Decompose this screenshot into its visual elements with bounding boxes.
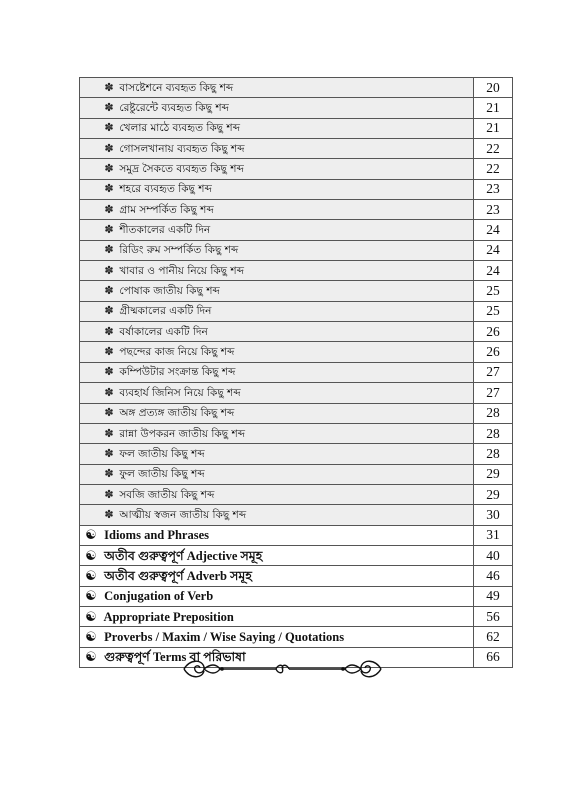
toc-entry-title: পোষাক জাতীয় কিছু শব্দ	[119, 285, 220, 298]
toc-entry-title: গ্রাম সম্পর্কিত কিছু শব্দ	[119, 203, 214, 216]
toc-entry-title-cell	[80, 484, 474, 504]
yin-yang-bullet-icon: ☯	[85, 567, 97, 583]
toc-entry-title-cell	[80, 118, 474, 138]
toc-entry-title: রেষ্টুরেন্টে ব্যবহৃত কিছু শব্দ	[119, 102, 229, 115]
flower-bullet-icon: ✽	[104, 446, 114, 460]
toc-page-number: 26	[474, 322, 513, 342]
toc-subentry-row	[80, 444, 513, 464]
yin-yang-bullet-icon: ☯	[85, 527, 97, 543]
toc-subentry-row	[80, 423, 513, 443]
toc-subentry-row	[80, 383, 513, 403]
toc-entry-title: অঙ্গ প্রত্যঙ্গ জাতীয় কিছু শব্দ	[119, 407, 235, 420]
toc-entry-title-cell	[80, 464, 474, 484]
toc-subentry-row	[80, 322, 513, 342]
toc-entry-title: রিডিং রুম সম্পর্কিত কিছু শব্দ	[119, 244, 239, 257]
toc-page-number: 27	[474, 383, 513, 403]
flower-bullet-icon: ✽	[104, 223, 114, 237]
toc-entry-row	[80, 525, 513, 545]
toc-entry-title-cell	[80, 240, 474, 260]
toc-entry-title: গুরুত্বপূর্ণ Terms বা পরিভাষা	[104, 650, 246, 665]
toc-entry-title: কম্পিউটার সংক্রান্ত কিছু শব্দ	[119, 366, 236, 379]
toc-page-number: 28	[474, 403, 513, 423]
toc-entry-row	[80, 566, 513, 586]
toc-page-number: 25	[474, 281, 513, 301]
toc-entry-title-cell	[80, 78, 474, 98]
toc-entry-title-cell	[80, 423, 474, 443]
toc-entry-title-cell	[80, 179, 474, 199]
toc-subentry-row	[80, 139, 513, 159]
toc-page-number: 29	[474, 484, 513, 504]
toc-entry-title-cell	[80, 322, 474, 342]
flower-bullet-icon: ✽	[104, 385, 114, 399]
toc-page-number: 46	[474, 566, 513, 586]
toc-page-number: 26	[474, 342, 513, 362]
toc-subentry-row	[80, 505, 513, 525]
toc-page-number: 25	[474, 301, 513, 321]
toc-entry-title: অতীব গুরুত্বপূর্ণ Adverb সমূহ	[104, 568, 252, 583]
toc-entry-title-cell	[80, 159, 474, 179]
toc-page-number: 40	[474, 545, 513, 565]
yin-yang-bullet-icon: ☯	[85, 547, 97, 563]
flower-bullet-icon: ✽	[104, 284, 114, 298]
toc-entry-title: রান্না উপকরন জাতীয় কিছু শব্দ	[119, 427, 246, 440]
toc-entry-row	[80, 586, 513, 606]
toc-page-number: 24	[474, 220, 513, 240]
toc-entry-title-cell	[80, 505, 474, 525]
toc-page-number: 24	[474, 261, 513, 281]
toc-subentry-row	[80, 220, 513, 240]
flower-bullet-icon: ✽	[104, 467, 114, 481]
toc-page-number: 62	[474, 627, 513, 647]
toc-subentry-row	[80, 179, 513, 199]
toc-entry-title-cell	[80, 301, 474, 321]
toc-page-number: 23	[474, 200, 513, 220]
flower-bullet-icon: ✽	[104, 243, 114, 257]
toc-entry-title: বর্ষাকালের একটি দিন	[119, 325, 208, 338]
flower-bullet-icon: ✽	[104, 263, 114, 277]
flower-bullet-icon: ✽	[104, 324, 114, 338]
flower-bullet-icon: ✽	[104, 426, 114, 440]
toc-entry-title: Appropriate Preposition	[103, 609, 234, 624]
toc-page-number: 27	[474, 362, 513, 382]
yin-yang-bullet-icon: ☯	[85, 628, 97, 644]
toc-entry-title: ফুল জাতীয় কিছু শব্দ	[119, 468, 205, 481]
toc-entry-title-cell	[80, 220, 474, 240]
toc-entry-title: Conjugation of Verb	[104, 589, 214, 604]
toc-subentry-row	[80, 403, 513, 423]
toc-entry-title-cell	[80, 261, 474, 281]
toc-entry-row	[80, 606, 513, 626]
toc-entry-title: শীতকালের একটি দিন	[119, 224, 211, 237]
toc-subentry-row	[80, 342, 513, 362]
flower-bullet-icon: ✽	[104, 101, 114, 115]
yin-yang-bullet-icon: ☯	[85, 588, 97, 604]
toc-page-number: 21	[474, 98, 513, 118]
toc-subentry-row	[80, 261, 513, 281]
table-of-contents	[79, 77, 513, 668]
toc-entry-title: শহরে ব্যবহৃত কিছু শব্দ	[119, 183, 212, 196]
toc-entry-title-cell	[80, 525, 474, 545]
toc-entry-title-cell	[80, 586, 474, 606]
toc-entry-title: খেলার মাঠে ব্যবহৃত কিছু শব্দ	[119, 122, 240, 135]
toc-subentry-row	[80, 362, 513, 382]
toc-subentry-row	[80, 464, 513, 484]
toc-page-number: 28	[474, 423, 513, 443]
toc-entry-title-cell	[80, 281, 474, 301]
toc-subentry-row	[80, 200, 513, 220]
toc-entry-title: খাবার ও পানীয় নিয়ে কিছু শব্দ	[119, 264, 244, 277]
toc-page-number: 31	[474, 525, 513, 545]
toc-entry-row	[80, 627, 513, 647]
flower-bullet-icon: ✽	[104, 345, 114, 359]
flower-bullet-icon: ✽	[104, 365, 114, 379]
toc-subentry-row	[80, 281, 513, 301]
toc-page-number: 28	[474, 444, 513, 464]
toc-entry-title: আত্মীয় স্বজন জাতীয় কিছু শব্দ	[119, 508, 247, 521]
toc-entry-title: অতীব গুরুত্বপূর্ণ Adjective সমূহ	[104, 548, 263, 563]
yin-yang-bullet-icon: ☯	[85, 649, 97, 665]
toc-subentry-row	[80, 118, 513, 138]
toc-subentry-row	[80, 484, 513, 504]
toc-page-number: 24	[474, 240, 513, 260]
toc-entry-title: Idioms and Phrases	[104, 528, 210, 543]
yin-yang-bullet-icon: ☯	[85, 608, 97, 624]
flower-bullet-icon: ✽	[104, 182, 114, 196]
flower-bullet-icon: ✽	[104, 121, 114, 135]
toc-subentry-row	[80, 301, 513, 321]
toc-entry-title-cell	[80, 566, 474, 586]
flower-bullet-icon: ✽	[104, 406, 114, 420]
flower-bullet-icon: ✽	[104, 141, 114, 155]
toc-page-number: 22	[474, 139, 513, 159]
toc-page-number: 23	[474, 179, 513, 199]
toc-entry-title: Proverbs / Maxim / Wise Saying / Quotations	[104, 629, 345, 644]
toc-subentry-row	[80, 159, 513, 179]
flower-bullet-icon: ✽	[104, 80, 114, 94]
toc-entry-title: সবজি জাতীয় কিছু শব্দ	[119, 488, 215, 501]
toc-subentry-row	[80, 240, 513, 260]
toc-entry-title-cell	[80, 200, 474, 220]
toc-entry-title-cell	[80, 139, 474, 159]
toc-entry-title-cell	[80, 545, 474, 565]
toc-entry-title-cell	[80, 383, 474, 403]
toc-entry-title-cell	[80, 362, 474, 382]
toc-entry-title: গোসলখানায় ব্যবহৃত কিছু শব্দ	[119, 142, 245, 155]
toc-entry-title-cell	[80, 627, 474, 647]
toc-page-number: 22	[474, 159, 513, 179]
toc-page-number: 30	[474, 505, 513, 525]
toc-entry-title: সমুদ্র সৈকতে ব্যবহৃত কিছু শব্দ	[119, 163, 244, 176]
toc-entry-title: বাসষ্টেশনে ব্যবহৃত কিছু শব্দ	[119, 81, 234, 94]
toc-page-number: 20	[474, 78, 513, 98]
toc-subentry-row	[80, 78, 513, 98]
toc-page-number: 66	[474, 647, 513, 667]
toc-entry-title: ব্যবহার্য জিনিস নিয়ে কিছু শব্দ	[119, 386, 241, 399]
toc-entry-title: পছন্দের কাজ নিয়ে কিছু শব্দ	[119, 346, 235, 359]
toc-entry-title-cell	[80, 444, 474, 464]
flower-bullet-icon: ✽	[104, 487, 114, 501]
toc-page-number: 29	[474, 464, 513, 484]
toc-entry-title-cell	[80, 98, 474, 118]
toc-entry-title: ফল জাতীয় কিছু শব্দ	[119, 447, 205, 460]
toc-entry-row	[80, 545, 513, 565]
toc-page-number: 49	[474, 586, 513, 606]
flower-bullet-icon: ✽	[104, 202, 114, 216]
toc-page-number: 21	[474, 118, 513, 138]
flower-bullet-icon: ✽	[104, 162, 114, 176]
decorative-divider-ornament	[180, 655, 385, 683]
toc-entry-title-cell	[80, 342, 474, 362]
flower-bullet-icon: ✽	[104, 507, 114, 521]
toc-entry-title-cell	[80, 606, 474, 626]
toc-entry-title: গ্রীষ্মকালের একটি দিন	[119, 305, 212, 318]
flower-bullet-icon: ✽	[104, 304, 114, 318]
toc-entry-title-cell	[80, 403, 474, 423]
toc-subentry-row	[80, 98, 513, 118]
toc-page-number: 56	[474, 606, 513, 626]
